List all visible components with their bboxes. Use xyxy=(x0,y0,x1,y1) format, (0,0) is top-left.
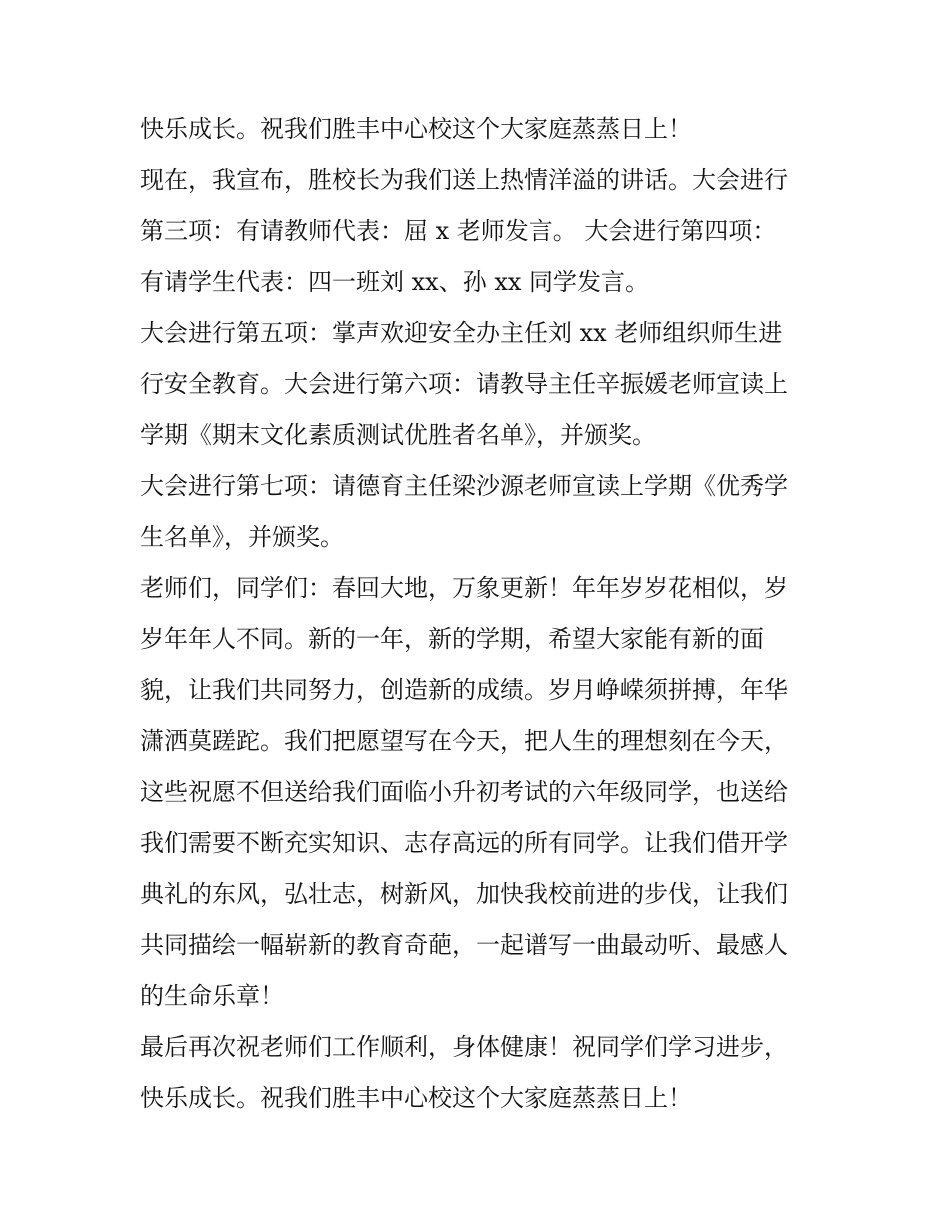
text-line: 潇洒莫蹉跎。我们把愿望写在今天，把人生的理想刻在今天， xyxy=(140,727,788,755)
text-line: 快乐成长。祝我们胜丰中心校这个大家庭蒸蒸日上！ xyxy=(140,115,692,143)
text-line: 行安全教育。大会进行第六项：请教导主任辛振媛老师宣读上 xyxy=(140,370,788,398)
text-line: 现在，我宣布，胜校长为我们送上热情洋溢的讲话。大会进行 xyxy=(140,166,788,194)
text-line: 大会进行第七项：请德育主任梁沙源老师宣读上学期《优秀学 xyxy=(140,472,788,500)
text-line: 大会进行第五项：掌声欢迎安全办主任刘 xx 老师组织师生进 xyxy=(140,319,783,347)
text-line: 第三项：有请教师代表：屈 x 老师发言。 大会进行第四项： xyxy=(140,217,777,245)
text-line: 这些祝愿不但送给我们面临小升初考试的六年级同学，也送给 xyxy=(140,778,788,806)
text-line: 有请学生代表：四一班刘 xx、孙 xx 同学发言。 xyxy=(140,268,650,296)
text-line: 最后再次祝老师们工作顺利，身体健康！祝同学们学习进步， xyxy=(140,1033,788,1061)
text-line: 老师们，同学们：春回大地，万象更新！年年岁岁花相似，岁 xyxy=(140,574,788,602)
text-line: 貌，让我们共同努力，创造新的成绩。岁月峥嵘须拼搏，年华 xyxy=(140,676,788,704)
text-line: 生名单》，并颁奖。 xyxy=(140,523,344,551)
text-line: 快乐成长。祝我们胜丰中心校这个大家庭蒸蒸日上！ xyxy=(140,1084,692,1112)
text-line: 岁年年人不同。新的一年，新的学期，希望大家能有新的面 xyxy=(140,625,764,653)
text-line: 典礼的东风，弘壮志，树新风，加快我校前进的步伐，让我们 xyxy=(140,880,788,908)
speech-text xyxy=(140,104,820,1124)
text-line: 共同描绘一幅崭新的教育奇葩，一起谱写一曲最动听、最感人 xyxy=(140,931,788,959)
text-line: 学期《期末文化素质测试优胜者名单》，并颁奖。 xyxy=(140,421,656,449)
text-line: 的生命乐章！ xyxy=(140,982,284,1010)
text-line: 我们需要不断充实知识、志存高远的所有同学。让我们借开学 xyxy=(140,829,788,857)
